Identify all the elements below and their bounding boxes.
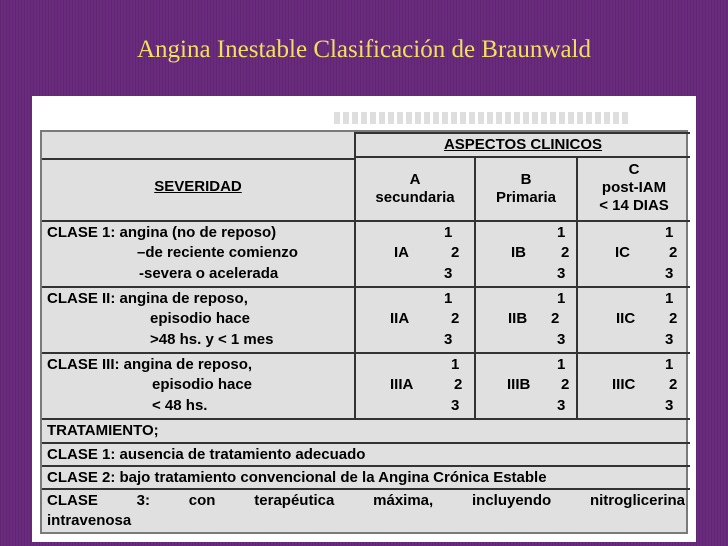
braunwald-table xyxy=(40,130,688,534)
row3-code-a: IIIA xyxy=(390,376,414,393)
row3-b-n1: 1 xyxy=(557,356,566,373)
row3-code-c: IIIC xyxy=(612,376,636,393)
row2-a-n2: 2 xyxy=(451,310,460,327)
tratamiento-clase3: CLASE 3: con terapéutica máxima, incluyendo nitroglicerina xyxy=(47,492,685,509)
col-a-letter: A xyxy=(409,171,421,188)
row1-b-n3: 3 xyxy=(557,265,566,282)
row2-code-c: IIC xyxy=(616,310,636,327)
row3-c-n3: 3 xyxy=(665,397,674,414)
slide-content xyxy=(32,96,696,542)
grid-line xyxy=(42,220,690,222)
row1-code-c: IC xyxy=(615,244,630,261)
row2-line3: >48 hs. y < 1 mes xyxy=(150,331,274,348)
col-b-letter: B xyxy=(520,171,532,188)
slide-title: Angina Inestable Clasificación de Braunwald xyxy=(136,36,592,63)
row2-c-n3: 3 xyxy=(665,331,674,348)
col-c-line3: < 14 DIAS xyxy=(599,197,669,214)
row3-a-n3: 3 xyxy=(451,397,460,414)
row1-b-n1: 1 xyxy=(557,224,566,241)
faded-header-text xyxy=(334,112,630,124)
grid-line xyxy=(42,418,690,420)
col-c-line2: post-IAM xyxy=(601,179,667,196)
row1-c-n3: 3 xyxy=(665,265,674,282)
row3-a-n2: 2 xyxy=(454,376,463,393)
row1-code-a: IA xyxy=(394,244,409,261)
grid-line xyxy=(42,488,690,490)
row1-line1: CLASE 1: angina (no de reposo) xyxy=(47,224,277,241)
row3-b-n3: 3 xyxy=(557,397,566,414)
row1-line3: -severa o acelerada xyxy=(139,265,279,282)
row3-line3: < 48 hs. xyxy=(152,397,208,414)
row2-line2: episodio hace xyxy=(150,310,251,327)
row1-c-n2: 2 xyxy=(669,244,678,261)
grid-line xyxy=(42,465,690,467)
col-a-name: secundaria xyxy=(375,189,455,206)
row2-b-n1: 1 xyxy=(557,290,566,307)
row1-line2: –de reciente comienzo xyxy=(137,244,298,261)
grid-line xyxy=(356,156,690,158)
tratamiento-clase3-cont: intravenosa xyxy=(47,512,132,529)
row2-line1: CLASE II: angina de reposo, xyxy=(47,290,248,307)
grid-line xyxy=(42,352,690,354)
row3-b-n2: 2 xyxy=(561,376,570,393)
row1-b-n2: 2 xyxy=(561,244,570,261)
row3-code-b: IIIB xyxy=(507,376,531,393)
row3-c-n2: 2 xyxy=(669,376,678,393)
row2-c-n1: 1 xyxy=(665,290,674,307)
row2-b-n3: 3 xyxy=(557,331,566,348)
row2-c-n2: 2 xyxy=(669,310,678,327)
aspectos-clinicos-header: ASPECTOS CLINICOS xyxy=(443,136,603,153)
row1-code-b: IB xyxy=(511,244,526,261)
row2-code-a: IIA xyxy=(390,310,410,327)
row2-a-n3: 3 xyxy=(444,331,453,348)
grid-line xyxy=(42,442,690,444)
severidad-header: SEVERIDAD xyxy=(154,178,242,195)
grid-line xyxy=(356,132,690,134)
row3-c-n1: 1 xyxy=(665,356,674,373)
col-b-name: Primaria xyxy=(495,189,557,206)
row2-a-n1: 1 xyxy=(444,290,453,307)
row2-code-b: IIB xyxy=(508,310,528,327)
tratamiento-clase2: CLASE 2: bajo tratamiento convencional de la Angina Crónica Estable xyxy=(47,469,547,486)
row3-line1: CLASE III: angina de reposo, xyxy=(47,356,253,373)
col-c-letter: C xyxy=(628,161,640,178)
tratamiento-heading: TRATAMIENTO; xyxy=(47,422,159,439)
row1-a-n1: 1 xyxy=(444,224,453,241)
row1-a-n2: 2 xyxy=(451,244,460,261)
row3-a-n1: 1 xyxy=(451,356,460,373)
grid-line xyxy=(42,158,356,160)
row1-a-n3: 3 xyxy=(444,265,453,282)
grid-line xyxy=(42,286,690,288)
tratamiento-clase1: CLASE 1: ausencia de tratamiento adecuado xyxy=(47,446,366,463)
row2-b-n2: 2 xyxy=(551,310,560,327)
row1-c-n1: 1 xyxy=(665,224,674,241)
row3-line2: episodio hace xyxy=(152,376,253,393)
